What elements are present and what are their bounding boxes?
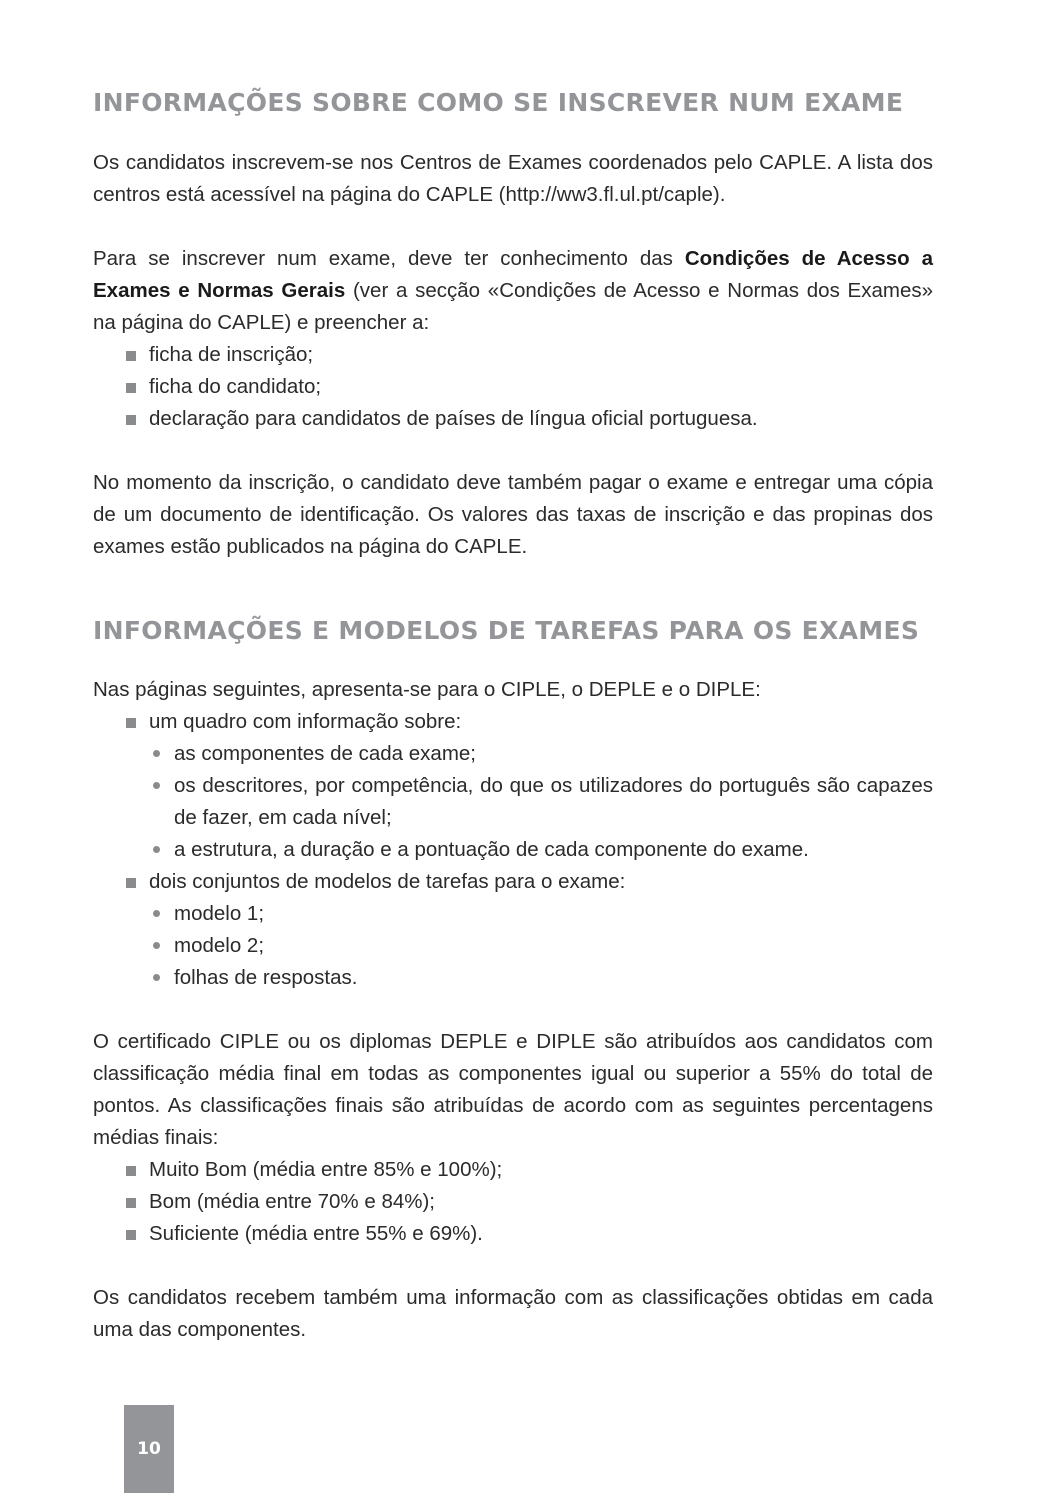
sub-list xyxy=(93,738,933,866)
dot-bullet-icon xyxy=(153,942,160,949)
dot-bullet-icon xyxy=(153,846,160,853)
sub-list-item xyxy=(93,834,933,866)
list-item xyxy=(93,1186,933,1218)
dot-bullet-icon xyxy=(153,750,160,757)
text: Para se inscrever num exame, deve ter conhecimento das xyxy=(93,247,685,270)
content-list xyxy=(93,706,933,738)
list-item-text: modelo 1; xyxy=(174,902,265,925)
section-heading-registration: INFORMAÇÕES SOBRE COMO SE INSCREVER NUM EXAME xyxy=(93,88,904,117)
list-item-text: modelo 2; xyxy=(174,934,265,957)
list-item-text: um quadro com informação sobre: xyxy=(149,710,462,733)
paragraph: No momento da inscrição, o candidato deve também pagar o exame e entregar uma cópia de um documento de identificação. Os valores das taxas de inscrição e das propinas dos exames estão publicados na página do CAPLE. xyxy=(93,471,933,558)
list-item-text: folhas de respostas. xyxy=(174,966,358,989)
dot-bullet-icon xyxy=(153,910,160,917)
list-item xyxy=(93,866,933,898)
paragraph: Os candidatos recebem também uma informação com as classificações obtidas em cada uma das componentes. xyxy=(93,1286,933,1341)
paragraph: Nas páginas seguintes, apresenta-se para o CIPLE, o DEPLE e o DIPLE: xyxy=(93,678,761,701)
sub-list-item xyxy=(93,962,933,994)
list-item-text: as componentes de cada exame; xyxy=(174,742,476,765)
square-bullet-icon xyxy=(126,718,136,728)
sub-list-item xyxy=(93,770,933,834)
list-item-text: declaração para candidatos de países de língua oficial portuguesa. xyxy=(149,407,758,430)
list-item xyxy=(93,1218,933,1250)
list-item xyxy=(93,403,933,435)
section-models xyxy=(93,674,933,1378)
text: (ver a secção «Condições de Acesso e Normas dos Exames» na página do CAPLE) e preencher a: xyxy=(93,279,933,334)
bold-text: Condições de Acesso a Exames e Normas Gerais xyxy=(93,247,934,302)
list-item-text: Muito Bom (média entre 85% e 100%); xyxy=(149,1158,503,1181)
grades-list xyxy=(93,1154,933,1250)
paragraph: Os candidatos inscrevem-se nos Centros de Exames coordenados pelo CAPLE. A lista dos centros está acessível na página do CAPLE (http://ww3.fl.ul.pt/caple). xyxy=(93,151,933,206)
dot-bullet-icon xyxy=(153,974,160,981)
square-bullet-icon xyxy=(126,878,136,888)
page-number: 10 xyxy=(124,1405,174,1493)
square-bullet-icon xyxy=(126,415,136,425)
list-item-text: a estrutura, a duração e a pontuação de cada componente do exame. xyxy=(174,838,809,861)
list-item-text: Suficiente (média entre 55% e 69%). xyxy=(149,1222,483,1245)
sub-list-item xyxy=(93,930,933,962)
paragraph: O certificado CIPLE ou os diplomas DEPLE e DIPLE são atribuídos aos candidatos com classificação média final em todas as componentes igual ou superior a 55% do total de pontos. As classificações finais são atribuídas de acordo com as seguintes percentagens médias finais: xyxy=(93,1030,933,1149)
sub-list-item xyxy=(93,738,933,770)
sub-list xyxy=(93,898,933,994)
form-list xyxy=(93,339,933,435)
content-list xyxy=(93,866,933,898)
list-item-text: os descritores, por competência, do que os utilizadores do português são capazes de fazer, em cada nível; xyxy=(174,774,933,829)
section-heading-models: INFORMAÇÕES E MODELOS DE TAREFAS PARA OS EXAMES xyxy=(93,616,920,645)
square-bullet-icon xyxy=(126,351,136,361)
square-bullet-icon xyxy=(126,1198,136,1208)
square-bullet-icon xyxy=(126,1230,136,1240)
list-item xyxy=(93,339,933,371)
square-bullet-icon xyxy=(126,1166,136,1176)
square-bullet-icon xyxy=(126,383,136,393)
dot-bullet-icon xyxy=(153,782,160,789)
section-registration xyxy=(93,147,933,595)
list-item-text: dois conjuntos de modelos de tarefas para o exame: xyxy=(149,870,626,893)
list-item-text: ficha do candidato; xyxy=(149,375,322,398)
list-item-text: Bom (média entre 70% e 84%); xyxy=(149,1190,435,1213)
paragraph xyxy=(93,243,933,339)
list-item xyxy=(93,371,933,403)
sub-list-item xyxy=(93,898,933,930)
list-item-text: ficha de inscrição; xyxy=(149,343,314,366)
list-item xyxy=(93,1154,933,1186)
list-item xyxy=(93,706,933,738)
